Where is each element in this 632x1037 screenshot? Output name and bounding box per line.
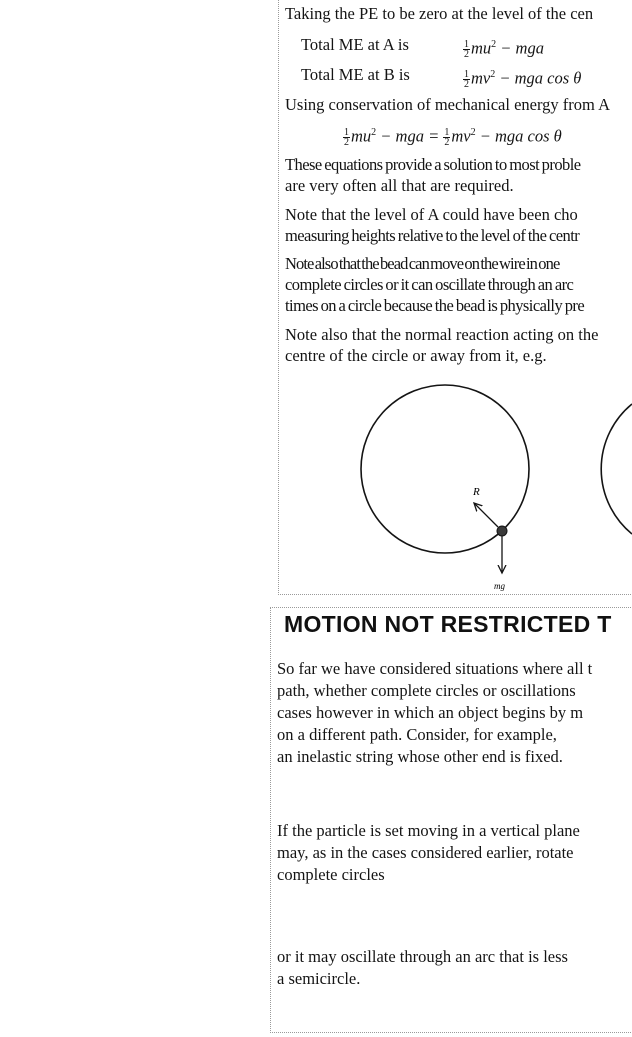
- section-para3-line1: or it may oscillate through an arc that is less: [277, 947, 568, 966]
- section-para2-line1: If the particle is set moving in a vertical plane: [277, 821, 580, 840]
- para4-line2: centre of the circle or away from it, e.g.: [285, 346, 547, 365]
- me-at-b-label: Total ME at B is: [301, 65, 410, 84]
- section-para1-line1: So far we have considered situations where all t: [277, 659, 593, 678]
- para1-line2: are very often all that are required.: [285, 176, 514, 195]
- para2-line1: Note that the level of A could have been cho: [285, 205, 578, 224]
- me-at-b-equation: $\frac{1}{2}$ $mv^2$ − mga cos θ: [464, 68, 582, 91]
- conservation-line: Using conservation of mechanical energy from A: [285, 95, 611, 114]
- section-para1-line2: path, whether complete circles or oscillations: [277, 681, 576, 700]
- para3-line3: times on a circle because the bead is physically pre: [285, 296, 585, 315]
- section-para1-line4: on a different path. Consider, for example,: [277, 725, 557, 744]
- label-weight: mg: [494, 581, 505, 591]
- section-para2-line3: complete circles: [277, 865, 385, 884]
- section-para1-line5: an inelastic string whose other end is fixed.: [277, 747, 563, 766]
- section-para1-line3: cases however in which an object begins by m: [277, 703, 584, 722]
- label-reaction: R: [473, 486, 480, 498]
- section-para3-line2: a semicircle.: [277, 969, 361, 988]
- circle-right-partial: [601, 404, 632, 534]
- section-para2-line2: may, as in the cases considered earlier, rotate: [277, 843, 574, 862]
- me-at-a-equation: $\frac{1}{2}$ $mu^2$ − mga: [464, 38, 544, 61]
- reaction-arrow: [474, 503, 498, 527]
- me-at-a-label: Total ME at A is: [301, 35, 409, 54]
- intro-line: Taking the PE to be zero at the level of the cen: [285, 4, 594, 23]
- conservation-equation: $\frac{1}{2}$ $mu^2$ − mga = $\frac{1}{2}$ $mv^2$ − mga cos θ: [344, 126, 562, 149]
- para4-line1: Note also that the normal reaction acting on the: [285, 325, 599, 344]
- para3-line2: complete circles or it can oscillate through an arc: [285, 275, 574, 294]
- para1-line1: These equations provide a solution to most proble: [285, 155, 581, 174]
- para3-line1: Note also that the bead can move on the wire in one: [285, 254, 560, 273]
- para2-line2: measuring heights relative to the level of the centr: [285, 226, 580, 245]
- bead: [497, 526, 507, 536]
- section-heading: MOTION NOT RESTRICTED T: [284, 611, 612, 637]
